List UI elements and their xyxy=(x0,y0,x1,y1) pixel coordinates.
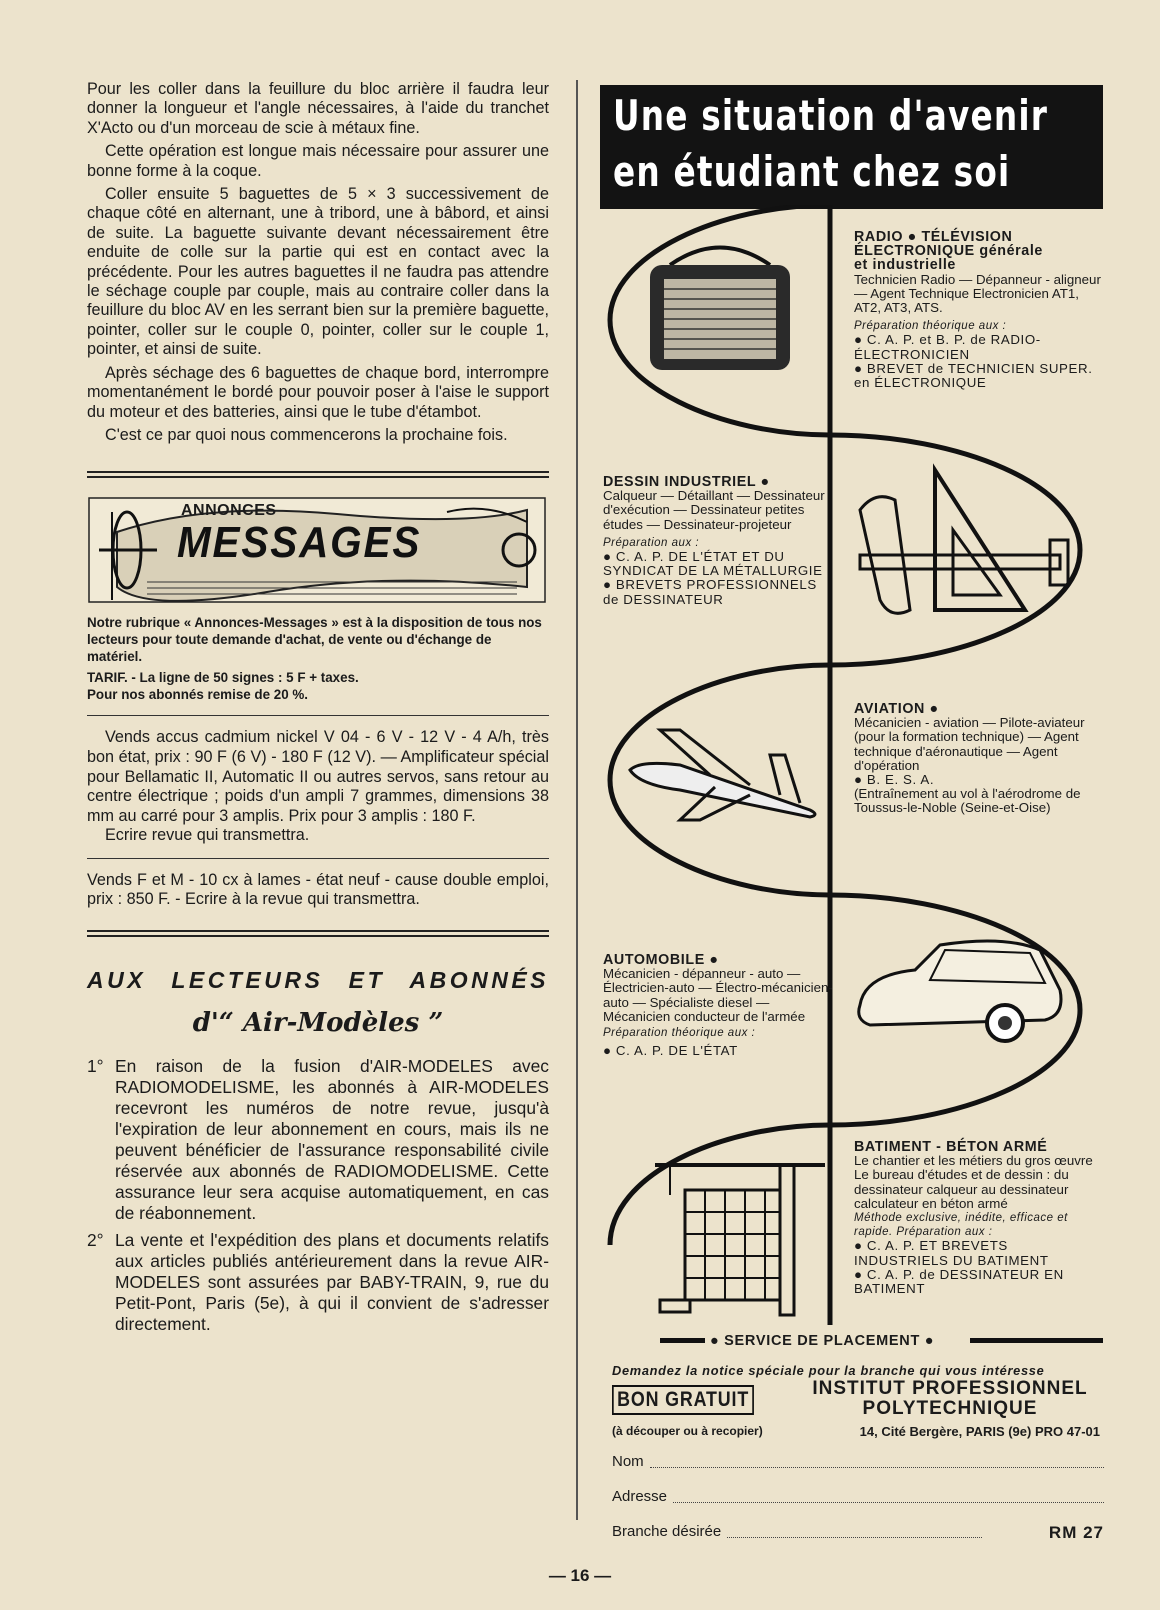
section-title: et industrielle xyxy=(854,257,956,274)
section-title: RADIO ● TÉLÉVISION xyxy=(854,229,1013,245)
section-prep: Préparation théorique aux : xyxy=(603,1027,756,1040)
drafting-tools-icon xyxy=(855,460,1085,620)
double-rule xyxy=(87,930,549,937)
point-number: 1° xyxy=(87,1056,104,1077)
section-prep: Préparation aux : xyxy=(603,536,700,549)
car-icon xyxy=(855,935,1065,1055)
double-rule xyxy=(87,471,549,478)
adresse-field[interactable] xyxy=(673,1488,1104,1503)
section-bullet: ● C. A. P. de DESSINATEUR EN BATIMENT xyxy=(854,1266,1064,1297)
section-bullet: (Entraînement au vol à l'aérodrome de Toussus-le-Noble (Seine-et-Oise) xyxy=(854,786,1081,816)
numbered-point xyxy=(87,1056,549,1224)
form-branche xyxy=(612,1523,1104,1543)
automobile-section xyxy=(603,953,833,1058)
ad-headline xyxy=(600,85,1103,209)
ipp-advertisement xyxy=(600,85,1103,1545)
ad-text: Vends accus cadmium nickel V 04 - 6 V - 12 V - 4 A/h, très bon état, prix : 90 F (6 V) - 180 F (12 V). — Amplificateur spécial pour Bellamatic II, Automatic II ou autres servos, sans retour au centre électrique ; poids d'un ampli 7 grammes, dimensions 38 mm au carré pour 3 amplis. Prix pour 3 amplis : 180 F. xyxy=(87,728,549,825)
form-label: Adresse xyxy=(612,1488,668,1505)
section-prep: Préparation théorique aux : xyxy=(854,320,1007,333)
point-text: En raison de la fusion d'AIR-MODELES avec RADIOMODELISME, les abonnés à AIR-MODELES recevront les numéros de notre revue, jusqu'à l'expiration de leur abonnement en cours, mais ils ne peuvent bénéficier de l'assurance responsabilité civile réservée aux abonnés de RADIOMODELISME. Cette assurance leur sera acquise automatiquement, en cas de réabonnement. xyxy=(115,1056,549,1224)
ref-code: RM 27 xyxy=(1048,1523,1104,1542)
divider xyxy=(87,715,549,716)
aviation-section xyxy=(854,702,1104,816)
radio-icon xyxy=(640,235,800,375)
section-bullet: ● C. A. P. et B. P. de RADIO-ÉLECTRONICIEN xyxy=(854,332,1041,362)
section-bullet: ● B. E. S. A. xyxy=(854,772,935,788)
left-column xyxy=(87,80,549,1341)
notice-tarif: TARIF. - La ligne de 50 signes : 5 F + taxes. xyxy=(87,670,359,686)
lecteurs-heading: AUX LECTEURS ET ABONNÉS xyxy=(87,967,549,994)
column-divider xyxy=(576,80,578,1520)
article-paragraph: C'est ce par quoi nous commencerons la prochaine fois. xyxy=(105,425,508,444)
section-lines: Calqueur — Détaillant — Dessinateur d'exécution — Dessinateur petites études — Dessinateur-projeteur xyxy=(603,488,825,532)
classified-ad xyxy=(87,871,549,910)
point-text: La vente et l'expédition des plans et documents relatifs aux articles publiés antérieurement dans la revue AIR-MODELES sont assurées par BABY-TRAIN, 9, rue du Petit-Pont, Paris (5e), à qui il convient de s'adresser directement. xyxy=(115,1230,549,1335)
service-placement: ● SERVICE DE PLACEMENT ● xyxy=(710,1333,935,1349)
air-modeles-heading: d'“ Air-Modèles ” xyxy=(192,1008,444,1039)
notice-text: Notre rubrique « Annonces-Messages » est à la disposition de tous nos lecteurs pour toute demande d'achat, de vente ou d'échange de matériel. xyxy=(87,615,542,665)
section-title: AUTOMOBILE ● xyxy=(603,952,719,968)
placement-bar xyxy=(970,1338,1103,1343)
notice-remise: Pour nos abonnés remise de 20 %. xyxy=(87,687,309,703)
institut-name xyxy=(800,1379,1100,1419)
placement-bar xyxy=(660,1338,705,1343)
banner-big-text: MESSAGES xyxy=(177,518,422,568)
section-lines: Le chantier et les métiers du gros œuvre Le bureau d'études et de dessin : du dessinateur calqueur au dessinateur calculateur en béton armé xyxy=(854,1153,1093,1211)
institut-line: POLYTECHNIQUE xyxy=(862,1398,1038,1419)
headline-line: Une situation d'avenir xyxy=(613,91,1049,140)
article-paragraph: Coller ensuite 5 baguettes de 5 × 3 successivement de chaque côté en alternant, une à tribord, une à bâbord, et ainsi de suite. La baguette suivante devant nécessairement être enduite de colle sur la partie qui est en contact avec la précédente. Pour les autres baguettes il ne faudra pas attendre le séchage couple par couple, mais au contraire coller dans la feuillure du bloc AV en les serrant bien sur la première baguette, pointer, coller sur le couple 0, pointer, coller sur le couple 1, pointer, et ainsi de suite. xyxy=(87,185,549,359)
numbered-point xyxy=(87,1230,549,1335)
section-lines: Mécanicien - dépanneur - auto — Électricien-auto — Électro-mécanicien-auto — Spécialiste diesel — Mécanicien conducteur de l'armée xyxy=(603,966,833,1024)
ad-contact: Ecrire revue qui transmettra. xyxy=(105,826,310,845)
form-label: Branche désirée xyxy=(612,1523,722,1540)
classified-ad xyxy=(87,728,549,846)
institut-line: INSTITUT PROFESSIONNEL xyxy=(812,1378,1088,1399)
form-adresse xyxy=(612,1488,1104,1505)
section-prep: Méthode exclusive, inédite, efficace et rapide. Préparation aux : xyxy=(854,1212,1068,1239)
section-title: ÉLECTRONIQUE générale xyxy=(854,243,1043,260)
section-bullet: ● C. A. P. DE L'ÉTAT xyxy=(603,1043,738,1059)
branche-field[interactable] xyxy=(727,1523,982,1538)
batiment-section xyxy=(854,1140,1104,1296)
ad-text: Vends F et M - 10 cx à lames - état neuf - cause double emploi, prix : 850 F. - Ecrire à la revue qui transmettra. xyxy=(87,870,549,909)
section-lines: Technicien Radio — Dépanneur - aligneur — Agent Technique Electronicien AT1, AT2, AT3, ATS. xyxy=(854,271,1101,316)
bon-gratuit: BON GRATUIT xyxy=(612,1385,754,1415)
section-bullet: ● BREVET de TECHNICIEN SUPER. en ÉLECTRONIQUE xyxy=(854,360,1093,391)
airplane-icon xyxy=(620,715,830,825)
section-bullet: ● C. A. P. ET BREVETS INDUSTRIELS DU BATIMENT xyxy=(854,1238,1049,1268)
page-number: — 16 — xyxy=(548,1566,612,1585)
banner-small-text: ANNONCES xyxy=(181,502,277,520)
headline-line: en étudiant chez soi xyxy=(613,147,1011,196)
section-title: DESSIN INDUSTRIEL ● xyxy=(603,474,770,490)
annonces-messages-banner xyxy=(87,492,549,604)
nom-field[interactable] xyxy=(650,1453,1104,1468)
dessin-section xyxy=(603,475,828,607)
annonces-notice xyxy=(87,614,549,703)
form-nom xyxy=(612,1453,1104,1470)
form-label: Nom xyxy=(612,1453,644,1470)
article-paragraph: Cette opération est longue mais nécessaire pour assurer une bonne forme à la coque. xyxy=(87,142,549,180)
section-lines: Mécanicien - aviation — Pilote-aviateur (pour la formation technique) — Agent technique d'aéronautique — Agent d'opération xyxy=(854,715,1085,773)
crane-building-icon xyxy=(650,1150,830,1320)
section-title: BATIMENT - BÉTON ARMÉ xyxy=(854,1139,1048,1155)
radio-section xyxy=(854,230,1104,390)
section-title: AVIATION ● xyxy=(854,701,939,717)
institut-address: 14, Cité Bergère, PARIS (9e) PRO 47-01 xyxy=(859,1424,1100,1439)
article-paragraph: Pour les coller dans la feuillure du bloc arrière il faudra leur donner la longueur et l'angle nécessaires, à l'aide du tranchet X'Acto ou d'un morceau de scie à métaux fine. xyxy=(87,80,549,137)
section-bullet: ● BREVETS PROFESSIONNELS de DESSINATEUR xyxy=(603,577,817,607)
article-paragraph: Après séchage des 6 baguettes de chaque bord, interrompre momentanément le bordé pour pouvoir poser à l'aise le support du moteur et des batteries, ainsi que le tube d'étambot. xyxy=(87,363,549,421)
point-number: 2° xyxy=(87,1230,104,1251)
bon-gratuit-sub: (à découper ou à recopier) xyxy=(612,1424,763,1438)
divider xyxy=(87,858,549,859)
section-bullet: ● C. A. P. DE L'ÉTAT ET DU SYNDICAT DE LA MÉTALLURGIE xyxy=(603,549,823,579)
demandez-notice: Demandez la notice spéciale pour la branche qui vous intéresse xyxy=(612,1363,1045,1378)
